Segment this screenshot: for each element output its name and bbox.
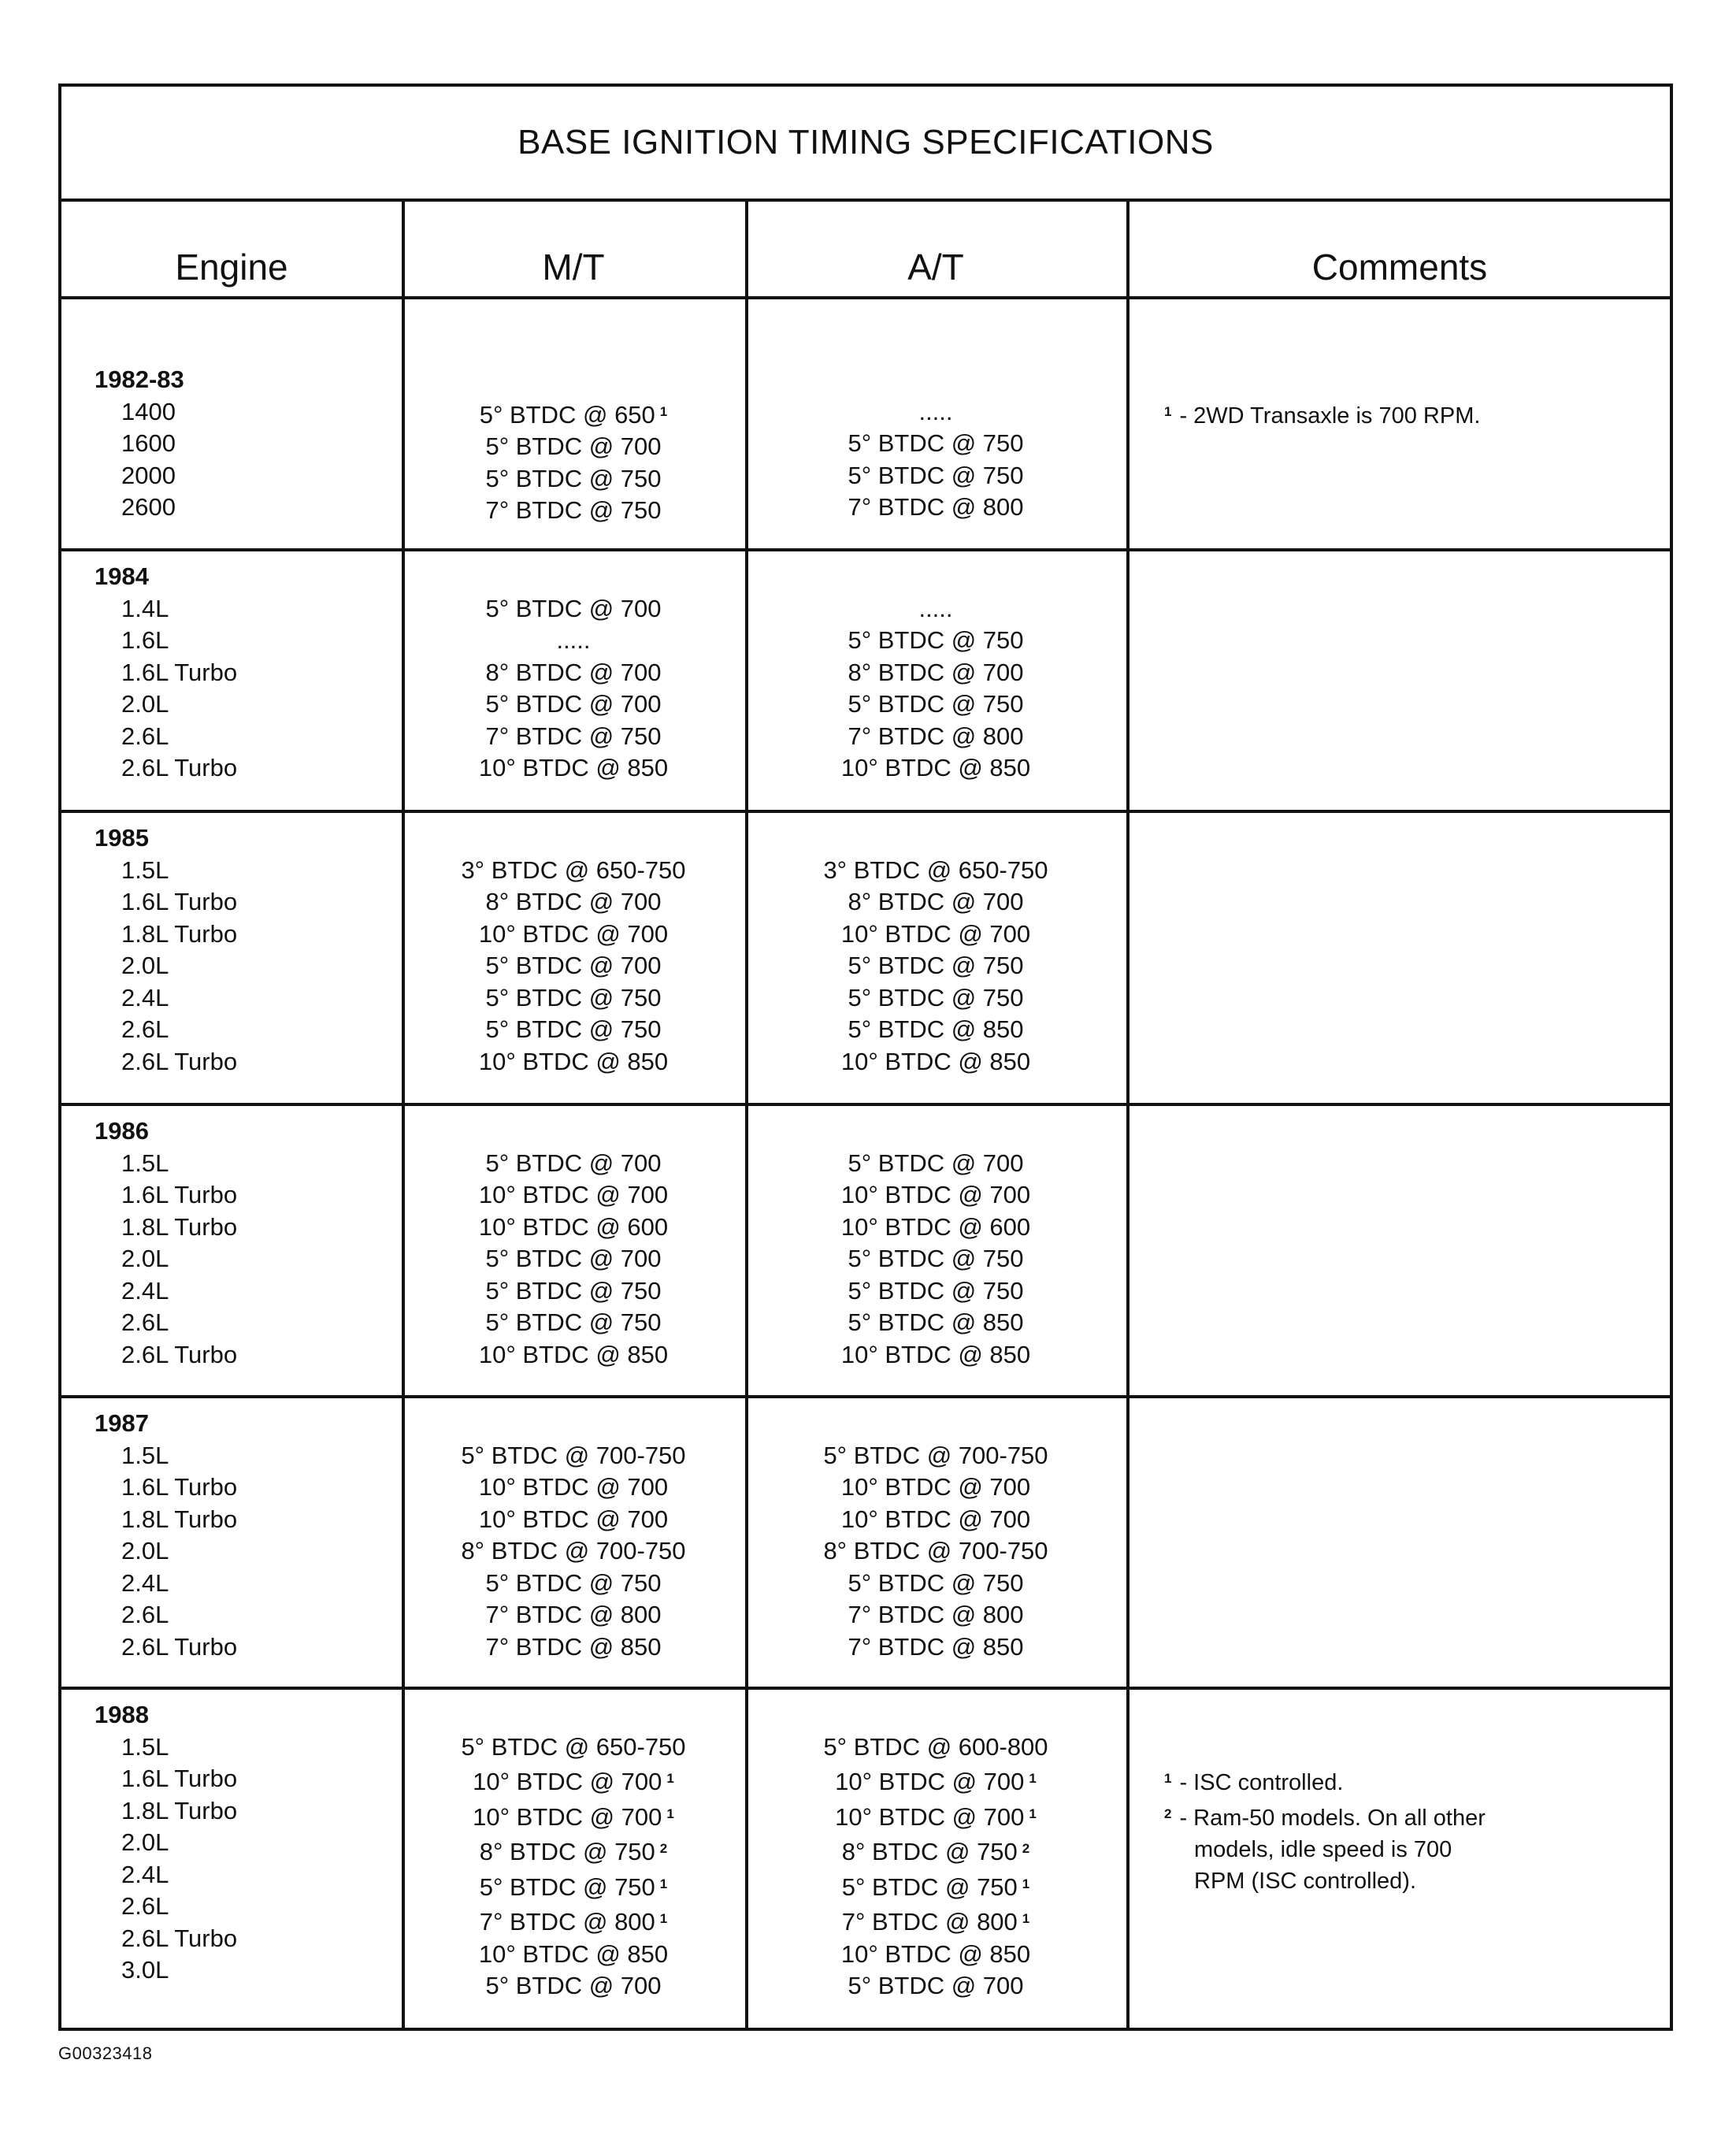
- year-group-1988: [61, 1690, 1670, 2031]
- at-cell: [745, 1631, 1126, 1664]
- mt-timing-value: 5° BTDC @ 700-750: [461, 1441, 686, 1469]
- engine-name: 2.0L: [121, 1537, 169, 1564]
- at-timing-value: 7° BTDC @ 800: [841, 1908, 1018, 1936]
- at-cell: [745, 1763, 1126, 1798]
- at-timing-value: 10° BTDC @ 600: [840, 1212, 1031, 1241]
- engine-name: 3.0L: [121, 1956, 169, 1984]
- at-timing-value: 5° BTDC @ 750: [848, 1568, 1024, 1597]
- at-cell: [745, 886, 1126, 919]
- at-timing-value: 3° BTDC @ 650-750: [823, 856, 1048, 884]
- at-cell: [745, 1535, 1126, 1568]
- engine-name: 1600: [121, 429, 176, 457]
- year-group-1982-83: [61, 299, 1670, 551]
- at-cell: [745, 1440, 1126, 1472]
- at-timing-value: 5° BTDC @ 750: [848, 429, 1024, 457]
- engine-name: 2600: [121, 493, 176, 521]
- mt-timing-value: 7° BTDC @ 800: [479, 1908, 655, 1936]
- at-timing-value: 8° BTDC @ 700: [848, 888, 1024, 915]
- at-cell: [745, 625, 1126, 657]
- mt-values: [402, 1731, 745, 2002]
- engine-name: 1.6L Turbo: [121, 1473, 238, 1501]
- mt-timing-value: 5° BTDC @ 700: [485, 952, 662, 979]
- mt-timing-value: 5° BTDC @ 650: [479, 400, 655, 429]
- mt-timing-value: 10° BTDC @ 600: [478, 1212, 669, 1241]
- at-timing-value: 5° BTDC @ 750: [848, 952, 1024, 979]
- at-cell: [745, 919, 1126, 951]
- mt-timing-value: 5° BTDC @ 650-750: [461, 1732, 686, 1761]
- mt-cell: [402, 1903, 745, 1939]
- at-cell: [745, 1472, 1126, 1504]
- comment-text: - 2WD Transaxle is 700 RPM.: [1179, 403, 1481, 429]
- header-at: A/T: [907, 247, 964, 288]
- comment-text: - Ram-50 models. On all other: [1179, 1806, 1486, 1831]
- at-timing-value: 7° BTDC @ 800: [848, 1601, 1024, 1628]
- mt-cell: [402, 1970, 745, 2002]
- footnote-marker: 1: [659, 1911, 668, 1926]
- engine-list: [95, 1408, 237, 1663]
- engine-name: 1.5L: [121, 1149, 169, 1177]
- engine-name: 1.5L: [121, 1441, 169, 1469]
- engine-name: 2.4L: [121, 983, 169, 1011]
- year-group-1986: [61, 1106, 1670, 1398]
- at-timing-value: 5° BTDC @ 700: [848, 1149, 1024, 1177]
- at-values: [745, 1148, 1126, 1371]
- at-timing-value: 10° BTDC @ 700: [840, 1505, 1031, 1533]
- engine-name: 1.5L: [121, 1732, 169, 1761]
- engine-name: 2.6L Turbo: [121, 1924, 238, 1952]
- at-cell: [745, 855, 1126, 887]
- at-timing-value: 10° BTDC @ 850: [840, 754, 1031, 781]
- table-title: BASE IGNITION TIMING SPECIFICATIONS: [61, 87, 1670, 202]
- figure-id: G00323418: [58, 2043, 153, 2063]
- at-cell: [745, 1339, 1126, 1371]
- at-timing-value: 5° BTDC @ 750: [848, 690, 1024, 718]
- year-label: 1985: [95, 824, 149, 852]
- footnote-marker: 1: [659, 1876, 668, 1891]
- engine-name: 2.6L: [121, 1892, 169, 1920]
- at-cell: [745, 657, 1126, 689]
- at-timing-value: 5° BTDC @ 600-800: [823, 1732, 1048, 1761]
- header-engine: Engine: [175, 247, 288, 288]
- engine-list: [95, 364, 184, 524]
- mt-cell: [402, 431, 745, 463]
- engine-name: 2.4L: [121, 1568, 169, 1597]
- engine-name: 2.4L: [121, 1860, 169, 1888]
- mt-timing-value: 3° BTDC @ 650-750: [461, 856, 686, 884]
- engine-name: 2.4L: [121, 1276, 169, 1305]
- mt-timing-value: 5° BTDC @ 750: [485, 1276, 662, 1305]
- mt-timing-value: 5° BTDC @ 700: [485, 1245, 662, 1272]
- engine-name: 1400: [121, 397, 176, 425]
- at-timing-value: 8° BTDC @ 700-750: [823, 1537, 1048, 1564]
- mt-timing-value: 5° BTDC @ 700: [485, 690, 662, 718]
- at-cell: [745, 1731, 1126, 1764]
- engine-name: 2.0L: [121, 1245, 169, 1272]
- at-cell: [745, 1599, 1126, 1631]
- mt-timing-value: 8° BTDC @ 750: [479, 1838, 655, 1865]
- mt-timing-value: 5° BTDC @ 750: [485, 983, 662, 1011]
- at-cell: [745, 1798, 1126, 1834]
- footnote-marker: 1: [666, 1806, 674, 1821]
- header-row: [61, 202, 1670, 299]
- mt-timing-value: 7° BTDC @ 750: [485, 496, 662, 524]
- mt-timing-value: 10° BTDC @ 850: [478, 1340, 669, 1368]
- mt-timing-value: 10° BTDC @ 700: [473, 1802, 662, 1831]
- at-timing-value: 5° BTDC @ 750: [848, 1276, 1024, 1305]
- engine-name: 1.4L: [121, 594, 169, 622]
- footnote-marker: 1: [666, 1771, 674, 1786]
- engine-name: 1.8L Turbo: [121, 919, 238, 948]
- at-cell: [745, 1046, 1126, 1078]
- engine-name: 2.0L: [121, 690, 169, 718]
- mt-cell: [402, 1212, 745, 1244]
- at-cell: [745, 1212, 1126, 1244]
- engine-list: [95, 1699, 237, 1987]
- mt-cell: [402, 950, 745, 982]
- at-timing-value: 10° BTDC @ 850: [840, 1340, 1031, 1368]
- at-values: [745, 396, 1126, 524]
- at-values: [745, 1440, 1126, 1664]
- mt-cell: [402, 1243, 745, 1275]
- at-cell: [745, 1148, 1126, 1180]
- comment-text: RPM (ISC controlled).: [1194, 1869, 1417, 1894]
- at-timing-value: 10° BTDC @ 700: [835, 1802, 1025, 1831]
- spec-table: [58, 84, 1673, 2031]
- year-label: 1987: [95, 1409, 149, 1437]
- mt-cell: [402, 1148, 745, 1180]
- at-timing-value: 7° BTDC @ 800: [848, 722, 1024, 750]
- at-cell: [745, 1833, 1126, 1869]
- at-cell: [745, 396, 1126, 429]
- at-timing-value: .....: [918, 397, 953, 425]
- mt-cell: [402, 1869, 745, 1904]
- at-cell: [745, 1504, 1126, 1536]
- engine-name: 1.6L Turbo: [121, 658, 238, 686]
- mt-timing-value: 5° BTDC @ 700: [485, 1972, 662, 1999]
- mt-cell: [402, 1731, 745, 1764]
- mt-timing-value: 10° BTDC @ 700: [478, 919, 669, 948]
- engine-name: 1.8L Turbo: [121, 1505, 238, 1533]
- at-cell: [745, 460, 1126, 492]
- mt-cell: [402, 1275, 745, 1308]
- mt-timing-value: 7° BTDC @ 800: [485, 1601, 662, 1628]
- year-group-1985: [61, 813, 1670, 1106]
- at-cell: [745, 1869, 1126, 1904]
- mt-timing-value: 10° BTDC @ 700: [478, 1473, 669, 1501]
- at-timing-value: 7° BTDC @ 800: [848, 493, 1024, 521]
- engine-name: 2.6L: [121, 1601, 169, 1628]
- mt-cell: [402, 1535, 745, 1568]
- at-values: [745, 593, 1126, 785]
- mt-cell: [402, 625, 745, 657]
- engine-name: 2.6L Turbo: [121, 1632, 238, 1661]
- engine-list: [95, 1115, 237, 1371]
- mt-cell: [402, 1440, 745, 1472]
- engine-name: 2.6L Turbo: [121, 754, 238, 781]
- at-timing-value: 5° BTDC @ 750: [848, 461, 1024, 489]
- year-label: 1984: [95, 562, 149, 590]
- mt-cell: [402, 396, 745, 432]
- mt-timing-value: 10° BTDC @ 700: [478, 1505, 669, 1533]
- mt-cell: [402, 1339, 745, 1371]
- mt-cell: [402, 855, 745, 887]
- at-timing-value: 7° BTDC @ 850: [848, 1632, 1024, 1661]
- at-cell: [745, 428, 1126, 460]
- mt-timing-value: 7° BTDC @ 850: [485, 1632, 662, 1661]
- mt-cell: [402, 1763, 745, 1798]
- mt-cell: [402, 1939, 745, 1971]
- engine-name: 2.6L Turbo: [121, 1047, 238, 1075]
- at-cell: [745, 1014, 1126, 1046]
- footnote-marker: 1: [1022, 1911, 1030, 1926]
- at-timing-value: 10° BTDC @ 850: [840, 1047, 1031, 1075]
- mt-cell: [402, 1833, 745, 1869]
- at-timing-value: 5° BTDC @ 700: [848, 1972, 1024, 1999]
- mt-timing-value: 5° BTDC @ 700: [485, 1149, 662, 1177]
- mt-cell: [402, 919, 745, 951]
- mt-cell: [402, 495, 745, 527]
- at-cell: [745, 1307, 1126, 1339]
- mt-cell: [402, 657, 745, 689]
- footnote-marker: 2: [1022, 1841, 1030, 1856]
- mt-cell: [402, 1014, 745, 1046]
- footnote-marker: 2: [1164, 1806, 1172, 1821]
- mt-cell: [402, 1599, 745, 1631]
- at-values: [745, 1731, 1126, 2002]
- engine-name: 1.8L Turbo: [121, 1212, 238, 1241]
- mt-cell: [402, 1046, 745, 1078]
- mt-cell: [402, 593, 745, 625]
- at-cell: [745, 950, 1126, 982]
- mt-values: [402, 396, 745, 527]
- mt-cell: [402, 752, 745, 785]
- mt-cell: [402, 1179, 745, 1212]
- at-timing-value: 5° BTDC @ 750: [848, 626, 1024, 654]
- mt-timing-value: 5° BTDC @ 750: [485, 1015, 662, 1043]
- mt-cell: [402, 688, 745, 721]
- footnote-marker: 1: [1029, 1806, 1037, 1821]
- mt-cell: [402, 721, 745, 753]
- mt-cell: [402, 1307, 745, 1339]
- mt-cell: [402, 982, 745, 1015]
- comment-note: [1164, 396, 1480, 432]
- mt-timing-value: 8° BTDC @ 700-750: [461, 1537, 686, 1564]
- at-timing-value: 5° BTDC @ 750: [848, 1245, 1024, 1272]
- engine-name: 1.8L Turbo: [121, 1796, 238, 1824]
- engine-name: 1.6L: [121, 626, 169, 654]
- mt-cell: [402, 886, 745, 919]
- engine-name: 2.6L: [121, 1308, 169, 1336]
- at-timing-value: 5° BTDC @ 750: [848, 983, 1024, 1011]
- mt-values: [402, 855, 745, 1078]
- at-cell: [745, 1275, 1126, 1308]
- at-values: [745, 855, 1126, 1078]
- header-comments: Comments: [1311, 247, 1488, 288]
- comments-cell: [1164, 396, 1480, 432]
- at-timing-value: 5° BTDC @ 850: [848, 1308, 1024, 1336]
- footnote-marker: 1: [1164, 403, 1172, 419]
- at-cell: [745, 492, 1126, 524]
- mt-cell: [402, 1798, 745, 1834]
- comment-note: [1164, 1798, 1486, 1834]
- mt-timing-value: 10° BTDC @ 850: [478, 1047, 669, 1075]
- at-cell: [745, 1939, 1126, 1971]
- mt-timing-value: 5° BTDC @ 750: [485, 464, 662, 492]
- mt-values: [402, 593, 745, 785]
- at-timing-value: 10° BTDC @ 850: [840, 1939, 1031, 1968]
- mt-timing-value: .....: [556, 626, 591, 654]
- at-cell: [745, 721, 1126, 753]
- engine-name: 1.6L Turbo: [121, 1765, 238, 1792]
- at-timing-value: 5° BTDC @ 750: [841, 1872, 1018, 1901]
- year-label: 1982-83: [95, 366, 184, 393]
- engine-name: 1.6L Turbo: [121, 1181, 238, 1208]
- mt-timing-value: 5° BTDC @ 700: [485, 594, 662, 622]
- comments-cell: [1164, 1763, 1486, 1897]
- mt-values: [402, 1148, 745, 1371]
- mt-timing-value: 7° BTDC @ 750: [485, 722, 662, 750]
- engine-list: [95, 561, 237, 785]
- mt-timing-value: 10° BTDC @ 850: [478, 1939, 669, 1968]
- footnote-marker: 1: [1164, 1771, 1172, 1786]
- engine-name: 2.6L Turbo: [121, 1340, 238, 1368]
- year-group-1987: [61, 1398, 1670, 1690]
- header-mt: M/T: [542, 247, 605, 288]
- comment-text: - ISC controlled.: [1179, 1770, 1344, 1795]
- at-timing-value: 8° BTDC @ 750: [841, 1838, 1018, 1865]
- year-label: 1986: [95, 1117, 149, 1145]
- mt-cell: [402, 463, 745, 495]
- footnote-marker: 1: [1022, 1876, 1030, 1891]
- mt-timing-value: 5° BTDC @ 750: [485, 1308, 662, 1336]
- mt-cell: [402, 1631, 745, 1664]
- engine-name: 1.5L: [121, 856, 169, 884]
- at-timing-value: 8° BTDC @ 700: [848, 658, 1024, 686]
- at-cell: [745, 1568, 1126, 1600]
- at-timing-value: 5° BTDC @ 850: [848, 1015, 1024, 1043]
- engine-name: 2.0L: [121, 1828, 169, 1856]
- mt-timing-value: 5° BTDC @ 750: [485, 1568, 662, 1597]
- comment-note: [1164, 1763, 1486, 1798]
- mt-timing-value: 10° BTDC @ 700: [473, 1768, 662, 1795]
- comment-text: models, idle speed is 700: [1194, 1837, 1452, 1862]
- at-cell: [745, 752, 1126, 785]
- footnote-marker: 1: [1029, 1771, 1037, 1786]
- at-cell: [745, 1243, 1126, 1275]
- footnote-marker: 2: [659, 1841, 668, 1856]
- engine-list: [95, 822, 237, 1078]
- footnote-marker: 1: [659, 403, 668, 419]
- mt-timing-value: 10° BTDC @ 850: [478, 754, 669, 781]
- mt-timing-value: 5° BTDC @ 700: [485, 432, 662, 460]
- at-timing-value: 10° BTDC @ 700: [835, 1768, 1025, 1795]
- at-cell: [745, 1903, 1126, 1939]
- at-cell: [745, 982, 1126, 1015]
- mt-timing-value: 8° BTDC @ 700: [485, 658, 662, 686]
- at-cell: [745, 1179, 1126, 1212]
- at-cell: [745, 593, 1126, 625]
- at-timing-value: .....: [918, 594, 953, 622]
- mt-cell: [402, 1472, 745, 1504]
- mt-cell: [402, 1568, 745, 1600]
- year-group-1984: [61, 551, 1670, 813]
- at-cell: [745, 1970, 1126, 2002]
- year-label: 1988: [95, 1701, 149, 1728]
- at-cell: [745, 688, 1126, 721]
- mt-values: [402, 1440, 745, 1664]
- at-timing-value: 10° BTDC @ 700: [840, 1181, 1031, 1208]
- engine-name: 1.6L Turbo: [121, 888, 238, 915]
- mt-cell: [402, 1504, 745, 1536]
- engine-name: 2000: [121, 461, 176, 489]
- engine-name: 2.6L: [121, 1015, 169, 1043]
- engine-name: 2.0L: [121, 952, 169, 979]
- at-timing-value: 10° BTDC @ 700: [840, 1473, 1031, 1501]
- mt-timing-value: 8° BTDC @ 700: [485, 888, 662, 915]
- at-timing-value: 10° BTDC @ 700: [840, 919, 1031, 948]
- mt-timing-value: 5° BTDC @ 750: [479, 1872, 655, 1901]
- mt-timing-value: 10° BTDC @ 700: [478, 1181, 669, 1208]
- engine-name: 2.6L: [121, 722, 169, 750]
- at-timing-value: 5° BTDC @ 700-750: [823, 1441, 1048, 1469]
